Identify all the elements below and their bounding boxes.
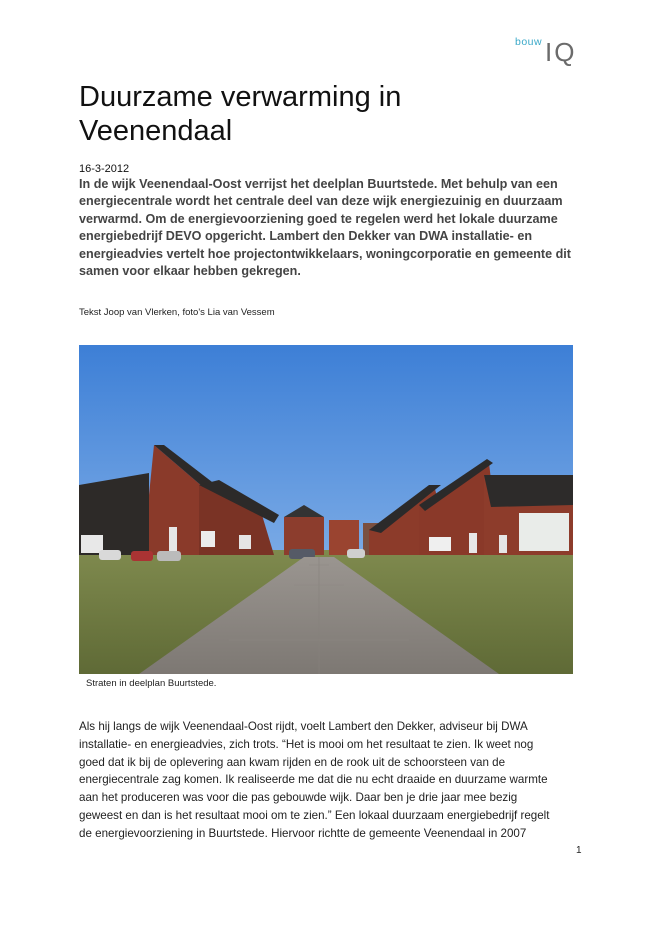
body-line: geweest en dan is het resultaat mooi om te zien.” Een lokaal duurzaam energiebedrijf regelt [79,808,550,822]
body-line: de energievoorziening in Buurtstede. Hiervoor richtte de gemeente Veenendaal in 2007 [79,826,527,840]
article-date: 16-3-2012 [79,163,130,175]
article-credit: Tekst Joop van Vlerken, foto's Lia van Vessem [79,307,275,318]
bouwiq-logo [515,36,583,68]
page-number: 1 [576,845,582,856]
article-body [79,718,589,843]
article-title: Duurzame verwarming in Veenendaal [79,81,402,147]
body-line: goed dat ik bij de oplevering aan kwam rijden en de rook uit de schoorsteen van de [79,755,506,769]
article-lead: In de wijk Veenendaal-Oost verrijst het deelplan Buurtstede. Met behulp van een energiecentrale wordt het centrale deel van deze wijk energiezuinig en duurzaam verwarmd. Om de energievoorziening goed te regelen werd het lokale duurzame energiebedrijf DEVO opgericht. Lambert den Dekker van DWA installatie- en energieadvies vertelt hoe projectontwikkelaars, woningcorporatie en gemeente dit samen voor elkaar hebben gekregen. [79,177,571,279]
body-line: energiecentrale zag komen. Ik realiseerde me dat die nu echt draaide en duurzame warmte [79,773,548,787]
logo-big-text: IQ [545,37,577,67]
logo-small-text: bouw [515,36,543,48]
body-line: Als hij langs de wijk Veenendaal-Oost rijdt, voelt Lambert den Dekker, adviseur bij DWA [79,720,528,733]
photo-caption: Straten in deelplan Buurtstede. [86,678,217,689]
body-line: aan het produceren was voor die pas gebouwde wijk. Daar ben je drie jaar mee bezig [79,791,518,805]
article-photo [79,345,573,674]
body-line: installatie- en energieadvies, zich trots. “Het is mooi om het resultaat te zien. Ik weet nog [79,737,534,751]
